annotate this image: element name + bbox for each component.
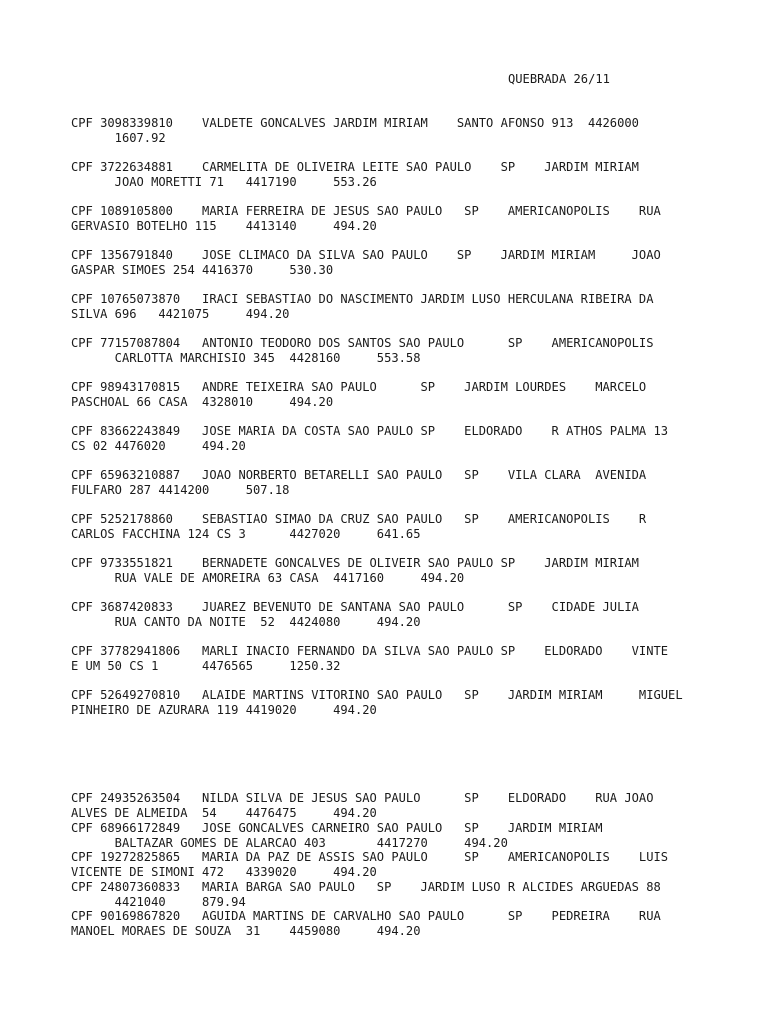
record-line-1: CPF 9733551821 BERNADETE GONCALVES DE OLIVEIR SAO PAULO SP JARDIM MIRIAM xyxy=(71,556,639,570)
record-line-2: RUA CANTO DA NOITE 52 4424080 494.20 xyxy=(71,615,421,629)
record-line-2: BALTAZAR GOMES DE ALARCAO 403 4417270 494.20 xyxy=(71,836,508,850)
record xyxy=(71,380,646,410)
record xyxy=(71,688,683,718)
record-line-1: CPF 3722634881 CARMELITA DE OLIVEIRA LEITE SAO PAULO SP JARDIM MIRIAM xyxy=(71,160,639,174)
record-line-1: CPF 3687420833 JUAREZ BEVENUTO DE SANTANA SAO PAULO SP CIDADE JULIA xyxy=(71,600,639,614)
record-line-1: CPF 83662243849 JOSE MARIA DA COSTA SAO PAULO SP ELDORADO R ATHOS PALMA 13 xyxy=(71,424,669,438)
record xyxy=(71,909,661,939)
record-line-1: CPF 5252178860 SEBASTIAO SIMAO DA CRUZ SAO PAULO SP AMERICANOPOLIS R xyxy=(71,512,647,526)
record-line-1: CPF 65963210887 JOAO NORBERTO BETARELLI SAO PAULO SP VILA CLARA AVENIDA xyxy=(71,468,647,482)
record-line-1: CPF 68966172849 JOSE GONCALVES CARNEIRO SAO PAULO SP JARDIM MIRIAM xyxy=(71,821,603,835)
record-line-1: CPF 24807360833 MARIA BARGA SAO PAULO SP JARDIM LUSO R ALCIDES ARGUEDAS 88 xyxy=(71,880,661,894)
record-line-1: CPF 52649270810 ALAIDE MARTINS VITORINO SAO PAULO SP JARDIM MIRIAM MIGUEL xyxy=(71,688,683,702)
record-line-2: SILVA 696 4421075 494.20 xyxy=(71,307,290,321)
record-line-2: 4421040 879.94 xyxy=(71,895,246,909)
record-line-2: PASCHOAL 66 CASA 4328010 494.20 xyxy=(71,395,334,409)
record xyxy=(71,644,668,674)
record-line-1: CPF 10765073870 IRACI SEBASTIAO DO NASCIMENTO JARDIM LUSO HERCULANA RIBEIRA DA xyxy=(71,292,654,306)
record-line-2: PINHEIRO DE AZURARA 119 4419020 494.20 xyxy=(71,703,377,717)
record-line-1: CPF 1089105800 MARIA FERREIRA DE JESUS SAO PAULO SP AMERICANOPOLIS RUA xyxy=(71,204,661,218)
record xyxy=(71,821,603,851)
record-line-1: CPF 24935263504 NILDA SILVA DE JESUS SAO PAULO SP ELDORADO RUA JOAO xyxy=(71,791,654,805)
record-line-1: CPF 90169867820 AGUIDA MARTINS DE CARVALHO SAO PAULO SP PEDREIRA RUA xyxy=(71,909,661,923)
record xyxy=(71,468,646,498)
record xyxy=(71,248,661,278)
record-line-2: RUA VALE DE AMOREIRA 63 CASA 4417160 494.20 xyxy=(71,571,465,585)
record xyxy=(71,424,668,454)
record-line-2: ALVES DE ALMEIDA 54 4476475 494.20 xyxy=(71,806,377,820)
record-line-2: JOAO MORETTI 71 4417190 553.26 xyxy=(71,175,377,189)
record xyxy=(71,850,668,880)
record-line-2: MANOEL MORAES DE SOUZA 31 4459080 494.20 xyxy=(71,924,421,938)
record xyxy=(71,204,661,234)
record xyxy=(71,512,646,542)
record-line-2: 1607.92 xyxy=(71,131,166,145)
page-title: QUEBRADA 26/11 xyxy=(508,72,610,86)
record-line-1: CPF 37782941806 MARLI INACIO FERNANDO DA SILVA SAO PAULO SP ELDORADO VINTE xyxy=(71,644,669,658)
record-line-1: CPF 1356791840 JOSE CLIMACO DA SILVA SAO PAULO SP JARDIM MIRIAM JOAO xyxy=(71,248,661,262)
record xyxy=(71,292,653,322)
record-line-2: VICENTE DE SIMONI 472 4339020 494.20 xyxy=(71,865,377,879)
record-line-2: CS 02 4476020 494.20 xyxy=(71,439,246,453)
record-line-2: E UM 50 CS 1 4476565 1250.32 xyxy=(71,659,341,673)
record xyxy=(71,791,653,821)
record-line-1: CPF 77157087804 ANTONIO TEODORO DOS SANTOS SAO PAULO SP AMERICANOPOLIS xyxy=(71,336,654,350)
record-line-2: GASPAR SIMOES 254 4416370 530.30 xyxy=(71,263,334,277)
record-line-2: FULFARO 287 4414200 507.18 xyxy=(71,483,290,497)
record xyxy=(71,116,639,146)
record-line-2: CARLOTTA MARCHISIO 345 4428160 553.58 xyxy=(71,351,421,365)
record xyxy=(71,880,661,910)
record xyxy=(71,556,639,586)
record xyxy=(71,336,653,366)
record-line-2: GERVASIO BOTELHO 115 4413140 494.20 xyxy=(71,219,377,233)
record-line-1: CPF 3098339810 VALDETE GONCALVES JARDIM MIRIAM SANTO AFONSO 913 4426000 xyxy=(71,116,639,130)
record-line-2: CARLOS FACCHINA 124 CS 3 4427020 641.65 xyxy=(71,527,421,541)
record-line-1: CPF 19272825865 MARIA DA PAZ DE ASSIS SAO PAULO SP AMERICANOPOLIS LUIS xyxy=(71,850,669,864)
record-line-1: CPF 98943170815 ANDRE TEIXEIRA SAO PAULO SP JARDIM LOURDES MARCELO xyxy=(71,380,647,394)
record xyxy=(71,160,639,190)
record xyxy=(71,600,639,630)
